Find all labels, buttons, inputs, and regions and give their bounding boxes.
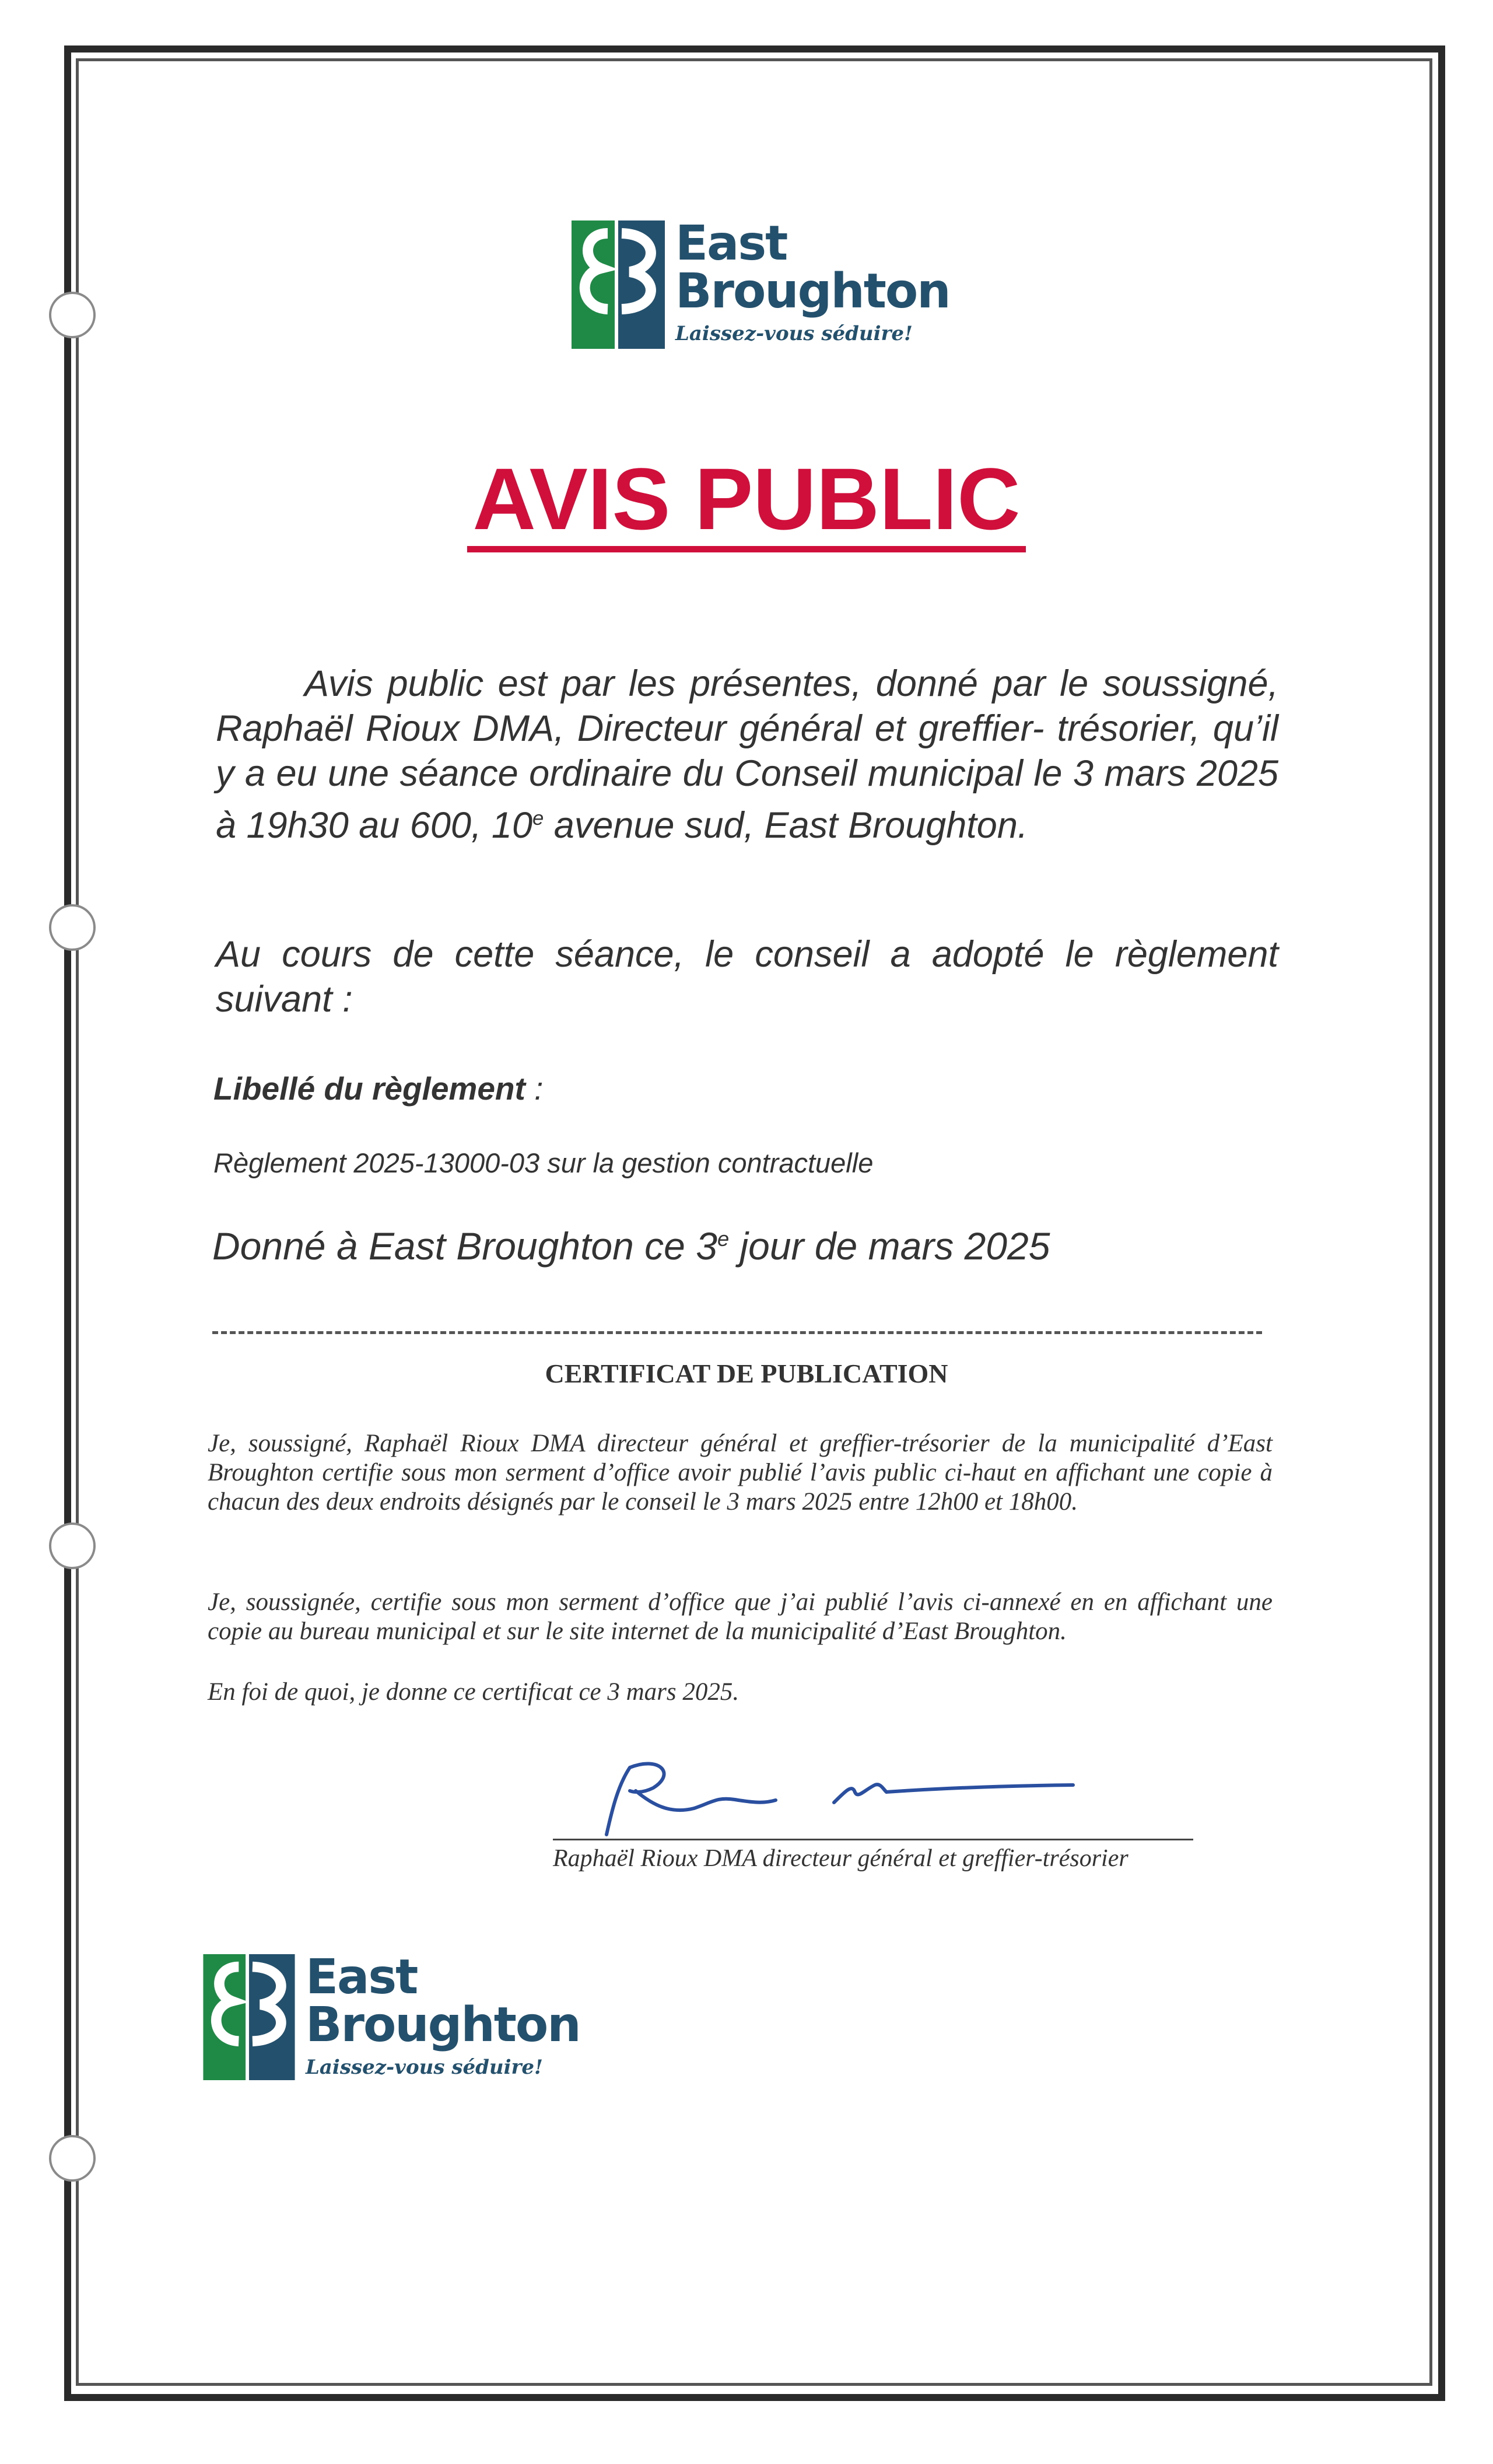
notice-title: AVIS PUBLIC [467,455,1026,552]
logo-name-line2: Broughton [306,1997,580,2053]
certificate-title: CERTIFICAT DE PUBLICATION [545,1359,948,1388]
logo-name-line1: East [675,216,787,271]
given-date-line [212,1224,1050,1268]
punch-hole [49,904,96,951]
notice-paragraph-1 [216,662,1278,848]
logo-tagline: Laissez-vous séduire! [306,2056,543,2079]
handwritten-signature [589,1750,1091,1838]
certificate-paragraph-2: Je, soussignée, certifie sous mon serment d’office que j’ai publié l’avis ci-annexé en en affichant une copie au bureau municipal et sur le site internet de la municipalité d’East Broughton. [208,1588,1273,1645]
notice-paragraph-1-text: Avis public est par les présentes, donné par le soussigné, Raphaël Rioux DMA, Directeur général et greffier- trésorier, qu’il y a eu une séance ordinaire du Conseil municipal le 3 mars 2025 à 19h30 au 600, 10 [216,663,1278,846]
ordinal-suffix: e [717,1227,730,1251]
given-date-end: jour de mars 2025 [729,1224,1050,1268]
logo-name-line1: East [306,1950,418,2005]
certificate-paragraph-1: Je, soussigné, Raphaël Rioux DMA directeur général et greffier-trésorier de la municipalité d’East Broughton certifie sous mon serment d’office avoir publié l’avis public ci-haut en affichant une copie à chacun des deux endroits désignés par le conseil le 3 mars 2025 entre 12h00 et 18h00. [208,1430,1273,1516]
libelle-label: Libellé du règlement [213,1070,525,1107]
libelle-colon: : [525,1070,544,1107]
municipal-logo-bottom [203,1950,580,2080]
eb-logo-icon [203,1954,295,2080]
reglement-title: Règlement 2025-13000-03 sur la gestion contractuelle [213,1147,874,1178]
punch-hole [49,2135,96,2182]
libelle-heading [213,1070,543,1107]
eb-logo-icon [572,220,665,349]
municipal-logo-top [572,216,950,349]
given-date-start: Donné à East Broughton ce 3 [212,1224,717,1268]
signature-line [553,1839,1193,1840]
signature-caption: Raphaël Rioux DMA directeur général et greffier-trésorier [553,1845,1128,1872]
logo-tagline: Laissez-vous séduire! [675,322,913,345]
notice-paragraph-2: Au cours de cette séance, le conseil a adopté le règlement suivant : [216,934,1278,1020]
ordinal-suffix: e [532,807,544,830]
logo-name-line2: Broughton [675,264,950,319]
notice-title-wrap [0,450,1493,552]
punch-hole [49,1522,96,1569]
dashed-separator [212,1331,1262,1334]
punch-hole [49,292,96,338]
notice-paragraph-1-end: avenue sud, East Broughton. [544,805,1028,846]
certificate-paragraph-3: En foi de quoi, je donne ce certificat ce 3 mars 2025. [208,1678,740,1706]
